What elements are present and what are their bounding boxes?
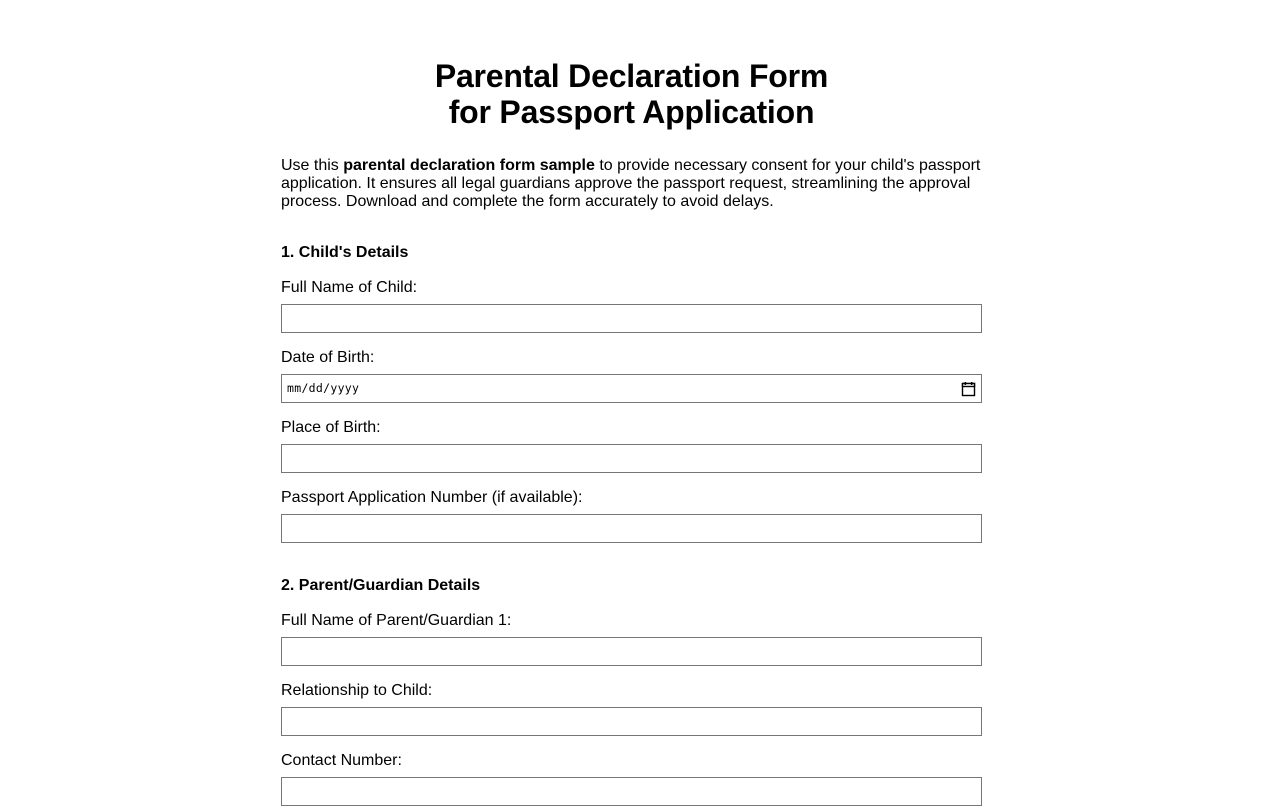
input-date-of-birth[interactable] <box>281 374 982 403</box>
input-contact-number[interactable] <box>281 777 982 806</box>
label-full-name-of-child: Full Name of Child: <box>281 279 418 296</box>
input-full-name-of-child[interactable] <box>281 304 982 333</box>
label-full-name-of-parent-guardian-1: Full Name of Parent/Guardian 1: <box>281 612 512 629</box>
section-heading-child-details: 1. Child's Details <box>281 244 409 261</box>
label-passport-application-number: Passport Application Number (if available): <box>281 489 583 506</box>
input-relationship-to-child[interactable] <box>281 707 982 736</box>
field-full-name-of-parent-guardian-1 <box>281 595 982 666</box>
input-passport-application-number[interactable] <box>281 514 982 543</box>
input-place-of-birth[interactable] <box>281 444 982 473</box>
field-date-of-birth <box>281 333 982 403</box>
form-content-column <box>281 0 982 806</box>
label-place-of-birth: Place of Birth: <box>281 419 381 436</box>
field-contact-number <box>281 736 982 806</box>
section-heading-parent-guardian-details: 2. Parent/Guardian Details <box>281 577 481 594</box>
intro-text-before-bold: Use this <box>281 157 344 174</box>
page-title <box>281 0 982 130</box>
intro-bold-phrase: parental declaration form sample <box>343 157 595 174</box>
page-title-line-1: Parental Declaration Form <box>434 58 829 94</box>
calendar-icon[interactable] <box>962 382 975 396</box>
input-full-name-of-parent-guardian-1[interactable] <box>281 637 982 666</box>
field-place-of-birth <box>281 403 982 473</box>
intro-text-after-bold: to provide necessary consent for your child's passport application. It ensures all legal guardians approve the passport request, streamlining the approval process. Download and complete the form accurately to avoid delays. <box>281 157 981 210</box>
label-relationship-to-child: Relationship to Child: <box>281 682 433 699</box>
field-passport-application-number <box>281 473 982 543</box>
page-title-line-2: for Passport Application <box>448 94 815 130</box>
date-of-birth-placeholder: mm/dd/yyyy <box>287 381 360 395</box>
intro-paragraph <box>281 130 982 211</box>
label-contact-number: Contact Number: <box>281 752 402 769</box>
field-full-name-of-child <box>281 262 982 333</box>
label-date-of-birth: Date of Birth: <box>281 349 375 366</box>
field-relationship-to-child <box>281 666 982 736</box>
